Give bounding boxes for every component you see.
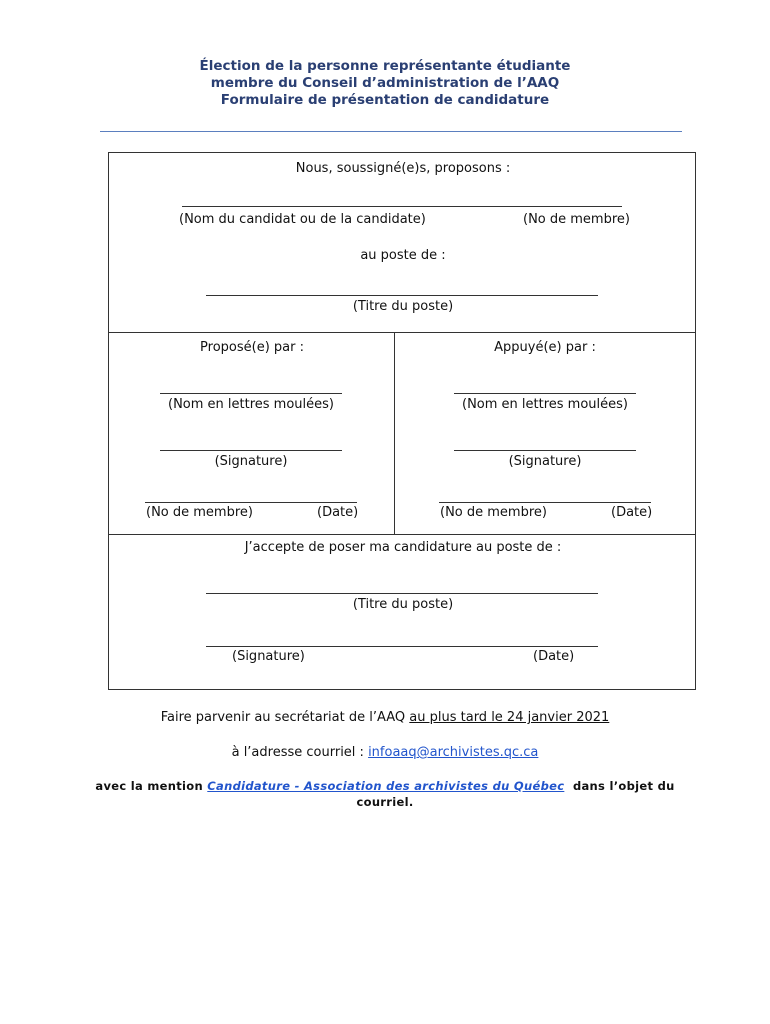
mention-prefix: avec la mention (95, 779, 208, 793)
deadline-prefix: Faire parvenir au secrétariat de l’AAQ (160, 710, 410, 725)
proposer-name-field[interactable] (160, 393, 342, 394)
seconder-member-date-field[interactable] (439, 502, 651, 503)
email-prefix: à l’adresse courriel : (231, 745, 369, 760)
acceptance-signature-date-field[interactable] (206, 646, 598, 647)
header-title-line1: Élection de la personne représentante étudiante (199, 58, 571, 74)
mention-line2: courriel. (356, 795, 414, 809)
acceptance-post-title-field[interactable] (206, 593, 598, 594)
candidate-name-field[interactable] (182, 206, 622, 207)
seconder-name-label: (Nom en lettres moulées) (462, 397, 628, 412)
form-header (0, 58, 770, 109)
seconder-signature-label: (Signature) (508, 454, 582, 469)
seconder-date-label: (Date) (611, 505, 653, 520)
seconded-by-heading: Appuyé(e) par : (494, 340, 596, 355)
mention-subject: Candidature - Association des archivistes du Québec (207, 779, 565, 793)
acceptance-intro: J’accepte de poser ma candidature au poste de : (244, 540, 562, 555)
email-link[interactable]: infoaaq@archivistes.qc.ca (368, 745, 539, 760)
acceptance-date-label: (Date) (533, 649, 575, 664)
proposer-name-label: (Nom en lettres moulées) (168, 397, 334, 412)
nomination-intro: Nous, soussigné(e)s, proposons : (295, 161, 511, 176)
header-title-line2: membre du Conseil d’administration de l’AAQ (210, 75, 560, 91)
post-intro: au poste de : (360, 248, 446, 263)
nomination-form-box (108, 152, 696, 690)
mention-suffix: dans l’objet du (564, 779, 675, 793)
section-divider-1 (109, 332, 695, 333)
deadline-date: au plus tard le 24 janvier 2021 (409, 710, 610, 725)
header-rule (100, 131, 682, 132)
proposer-signature-label: (Signature) (214, 454, 288, 469)
section-divider-2 (109, 534, 695, 535)
header-title-line3: Formulaire de présentation de candidature (220, 92, 550, 108)
seconder-member-no-label: (No de membre) (440, 505, 547, 520)
seconder-signature-field[interactable] (454, 450, 636, 451)
acceptance-post-title-label: (Titre du poste) (352, 597, 454, 612)
proposer-member-date-field[interactable] (145, 502, 357, 503)
email-note (0, 745, 770, 760)
proposer-date-label: (Date) (317, 505, 359, 520)
candidate-member-no-label: (No de membre) (523, 212, 630, 227)
post-title-label: (Titre du poste) (352, 299, 454, 314)
acceptance-signature-label: (Signature) (232, 649, 305, 664)
proposer-signature-field[interactable] (160, 450, 342, 451)
deadline-note (0, 710, 770, 725)
subject-note (0, 778, 770, 810)
proposer-member-no-label: (No de membre) (146, 505, 253, 520)
proposed-by-heading: Proposé(e) par : (200, 340, 304, 355)
column-divider (394, 332, 395, 534)
seconder-name-field[interactable] (454, 393, 636, 394)
candidate-name-label: (Nom du candidat ou de la candidate) (179, 212, 426, 227)
post-title-field[interactable] (206, 295, 598, 296)
